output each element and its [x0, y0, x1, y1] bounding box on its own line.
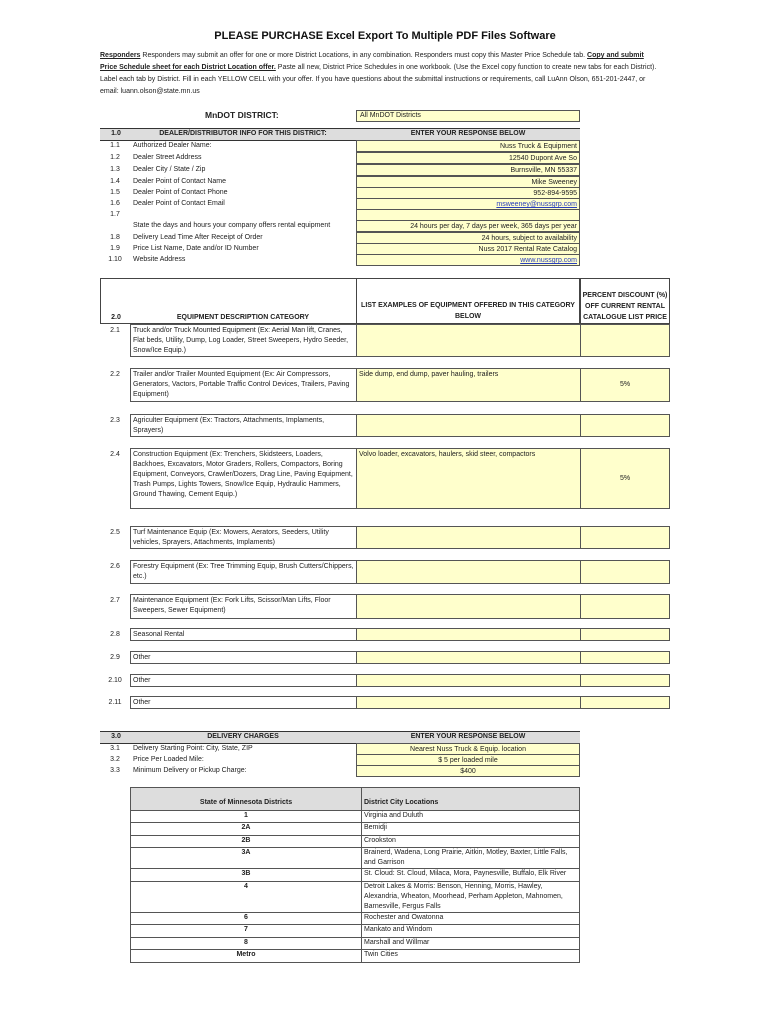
district-label: MnDOT DISTRICT:: [205, 110, 279, 120]
row-label: Dealer Point of Contact Name: [133, 178, 226, 185]
section2-divider-1: [356, 278, 357, 324]
examples-input[interactable]: Side dump, end dump, paver hauling, trailers: [356, 368, 581, 402]
row-number: 1.9: [110, 245, 120, 252]
examples-input[interactable]: [356, 324, 581, 357]
districts-header-row: [131, 788, 580, 811]
category-number: 2.11: [108, 699, 122, 706]
district-row: [131, 848, 580, 869]
district-row: [131, 810, 580, 823]
district-input[interactable]: All MnDOT Districts: [356, 110, 580, 122]
row-label: State the days and hours your company offers rental equipment: [133, 222, 331, 229]
category-description: Truck and/or Truck Mounted Equipment (Ex: Aerial Man lift, Cranes, Flat beds, Utility, Dump, Log Loader, Street Sweepers, Hydro Seeder, Snow/Ice Equip.): [130, 324, 357, 357]
category-number: 2.7: [110, 597, 120, 604]
row-number: 1.8: [110, 234, 120, 241]
category-number: 2.9: [110, 654, 120, 661]
district-code: 3B: [131, 869, 362, 882]
response-input[interactable]: 24 hours, subject to availability: [356, 232, 580, 244]
category-description: Agriculter Equipment (Ex: Tractors, Attachments, Implaments, Sprayers): [130, 414, 357, 437]
discount-input[interactable]: [580, 651, 670, 664]
district-code: 8: [131, 937, 362, 950]
category-description: Construction Equipment (Ex: Trenchers, Skidsteers, Loaders, Backhoes, Excavators, Motor Graders, Rollers, Compactors, Boring Equipment, Conveyors, Crawler/Dozers, Drag Line, Paving Equipment, Trash Pumps, Lights Towers, Snow/Ice Equip, Hydraulic Hammers, Ground Thawing, Cement Equip.): [130, 448, 357, 509]
discount-input[interactable]: [580, 526, 670, 549]
discount-input[interactable]: [580, 628, 670, 641]
section2-examples-header: LIST EXAMPLES OF EQUIPMENT OFFERED IN THIS CATEGORY BELOW: [361, 302, 575, 320]
category-number: 2.4: [110, 451, 120, 458]
instructions-paragraph: [100, 50, 660, 98]
district-row: [131, 937, 580, 950]
section3-response-header: ENTER YOUR RESPONSE BELOW: [410, 733, 526, 740]
section3-number: 3.0: [111, 733, 121, 740]
discount-input[interactable]: [580, 414, 670, 437]
delivery-row-label: Price Per Loaded Mile:: [133, 756, 204, 763]
district-row: [131, 881, 580, 912]
district-code: 2A: [131, 823, 362, 836]
row-number: 1.3: [110, 166, 120, 173]
page-title: PLEASE PURCHASE Excel Export To Multiple PDF Files Software: [214, 30, 556, 42]
district-code: 3A: [131, 848, 362, 869]
examples-input[interactable]: [356, 594, 581, 619]
category-number: 2.6: [110, 563, 120, 570]
district-row: [131, 950, 580, 963]
district-cities: Marshall and Willmar: [362, 937, 580, 950]
discount-input[interactable]: [580, 560, 670, 584]
category-description: Turf Maintenance Equip (Ex: Mowers, Aerators, Seeders, Utility vehicles, Sprayers, Attachments, Implaments): [130, 526, 357, 549]
districts-header-right: District City Locations: [362, 788, 580, 811]
instructions-copy-note: Copy and submit Price Schedule sheet for each District Location offer.: [100, 52, 644, 71]
discount-input[interactable]: [580, 696, 670, 709]
response-input[interactable]: www.nussgrp.com: [356, 254, 580, 266]
response-input[interactable]: msweeney@nussgrp.com: [356, 198, 580, 210]
district-cities: Brainerd, Wadena, Long Prairie, Aitkin, Motley, Baxter, Little Falls, and Garrison: [362, 848, 580, 869]
row-label: Authorized Dealer Name:: [133, 142, 212, 149]
examples-input[interactable]: [356, 651, 581, 664]
district-code: 4: [131, 881, 362, 912]
examples-input[interactable]: Volvo loader, excavators, haulers, skid steer, compactors: [356, 448, 581, 509]
row-label: Dealer City / State / Zip: [133, 166, 206, 173]
category-number: 2.5: [110, 529, 120, 536]
districts-header-left: State of Minnesota Districts: [131, 788, 362, 811]
district-cities: Detroit Lakes & Morris: Benson, Henning, Morris, Hawley, Alexandria, Wheaton, Moorhead, Perham Appleton, Mahnomen, Barnesville, Fergus Falls: [362, 881, 580, 912]
response-input[interactable]: 12540 Dupont Ave So: [356, 152, 580, 164]
category-description: Trailer and/or Trailer Mounted Equipment (Ex: Air Compressors, Generators, Vactors, Portable Traffic Control Devices, Trailers, Paving Equipment): [130, 368, 357, 402]
district-cities: Mankato and Windom: [362, 925, 580, 938]
examples-input[interactable]: [356, 674, 581, 687]
district-code: 1: [131, 810, 362, 823]
row-label: Delivery Lead Time After Receipt of Order: [133, 234, 263, 241]
row-number: 1.1: [110, 142, 120, 149]
district-code: 2B: [131, 835, 362, 848]
delivery-row-number: 3.2: [110, 756, 120, 763]
category-description: Forestry Equipment (Ex: Tree Trimming Equip, Brush Cutters/Chippers, etc.): [130, 560, 357, 584]
districts-table: [130, 787, 580, 963]
response-input[interactable]: Nuss 2017 Rental Rate Catalog: [356, 243, 580, 255]
section2-number: 2.0: [111, 314, 121, 321]
response-input[interactable]: 24 hours per day, 7 days per week, 365 days per year: [356, 220, 580, 232]
category-number: 2.10: [108, 677, 122, 684]
district-cities: Rochester and Owatonna: [362, 912, 580, 925]
discount-input[interactable]: [580, 324, 670, 357]
delivery-row-number: 3.3: [110, 767, 120, 774]
delivery-input[interactable]: $ 5 per loaded mile: [356, 754, 580, 766]
district-cities: Crookston: [362, 835, 580, 848]
delivery-row-number: 3.1: [110, 745, 120, 752]
category-number: 2.2: [110, 371, 120, 378]
row-number: 1.2: [110, 154, 120, 161]
category-description: Maintenance Equipment (Ex: Fork Lifts, Scissor/Man Lifts, Floor Sweepers, Sewer Equipment): [130, 594, 357, 619]
row-number: 1.7: [110, 211, 120, 218]
district-row: [131, 835, 580, 848]
district-cities: Bemidji: [362, 823, 580, 836]
delivery-input[interactable]: Nearest Nuss Truck & Equip. location: [356, 743, 580, 755]
discount-input[interactable]: 5%: [580, 368, 670, 402]
category-description: Other: [130, 651, 357, 664]
row-number: 1.5: [110, 189, 120, 196]
section1-response-header: ENTER YOUR RESPONSE BELOW: [410, 130, 526, 137]
district-row: [131, 912, 580, 925]
examples-input[interactable]: [356, 414, 581, 437]
row-label: Dealer Point of Contact Phone: [133, 189, 228, 196]
instructions-lead: Responders: [100, 52, 141, 59]
row-label: Dealer Street Address: [133, 154, 202, 161]
row-number: 1.6: [110, 200, 120, 207]
category-description: Other: [130, 674, 357, 687]
examples-input[interactable]: [356, 560, 581, 584]
section3-header: DELIVERY CHARGES: [207, 733, 279, 740]
response-input[interactable]: Mike Sweeney: [356, 176, 580, 188]
response-input[interactable]: Nuss Truck & Equipment: [356, 140, 580, 152]
row-number: 1.10: [108, 256, 122, 263]
row-label: Dealer Point of Contact Email: [133, 200, 225, 207]
examples-input[interactable]: [356, 628, 581, 641]
response-input[interactable]: 952-894-9595: [356, 187, 580, 199]
delivery-row-label: Minimum Delivery or Pickup Charge:: [133, 767, 247, 774]
section2-discount-header: PERCENT DISCOUNT (%) OFF CURRENT RENTAL CATALOGUE LIST PRICE: [582, 292, 668, 321]
district-code: 6: [131, 912, 362, 925]
section1-header: DEALER/DISTRIBUTOR INFO FOR THIS DISTRICT:: [159, 130, 327, 137]
district-code: Metro: [131, 950, 362, 963]
row-label: Website Address: [133, 256, 186, 263]
district-row: [131, 823, 580, 836]
discount-input[interactable]: 5%: [580, 448, 670, 509]
category-number: 2.3: [110, 417, 120, 424]
response-input[interactable]: Burnsville, MN 55337: [356, 164, 580, 176]
examples-input[interactable]: [356, 696, 581, 709]
category-description: Seasonal Rental: [130, 628, 357, 641]
district-cities: Twin Cities: [362, 950, 580, 963]
section1-number: 1.0: [111, 130, 121, 137]
delivery-row-label: Delivery Starting Point: City, State, ZIP: [133, 745, 253, 752]
district-row: [131, 925, 580, 938]
discount-input[interactable]: [580, 674, 670, 687]
discount-input[interactable]: [580, 594, 670, 619]
district-cities: St. Cloud: St. Cloud, Milaca, Mora, Paynesville, Buffalo, Elk River: [362, 869, 580, 882]
instructions-part2: Paste all new, District Price Schedules in one workbook. (Use the Excel copy function to create new tabs for each District). Label each tab by District. Fill in each YELLOW CELL with your offer. If you have questions about the submittal instructions or requirements, call LuAnn Olson, 651-201-2447, or email: luann.olson@state.mn.us: [100, 64, 657, 95]
district-cities: Virginia and Duluth: [362, 810, 580, 823]
examples-input[interactable]: [356, 526, 581, 549]
category-number: 2.1: [110, 327, 120, 334]
category-number: 2.8: [110, 631, 120, 638]
district-code: 7: [131, 925, 362, 938]
delivery-input[interactable]: $400: [356, 765, 580, 777]
district-row: [131, 869, 580, 882]
section2-header: EQUIPMENT DESCRIPTION CATEGORY: [176, 314, 310, 321]
row-label: Price List Name, Date and/or ID Number: [133, 245, 259, 252]
instructions-part1: Responders may submit an offer for one or more District Locations, in any combination. Responders must copy this Master Price Schedule tab.: [140, 52, 586, 59]
row-number: 1.4: [110, 178, 120, 185]
category-description: Other: [130, 696, 357, 709]
